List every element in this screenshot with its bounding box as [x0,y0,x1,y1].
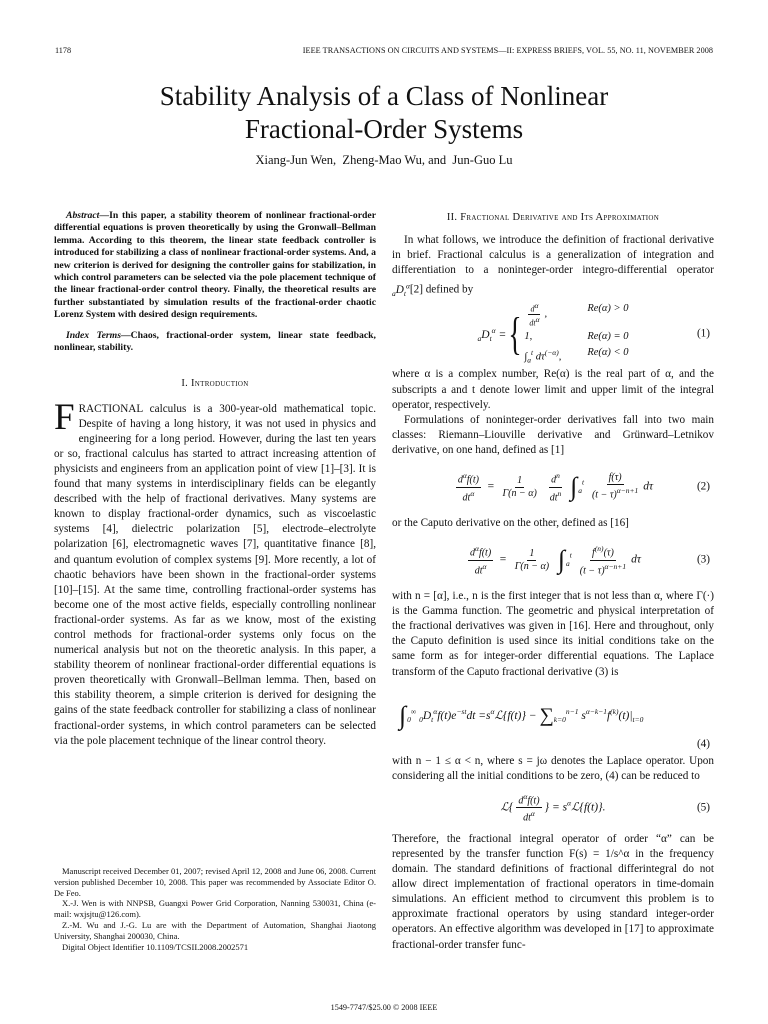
page-number: 1178 [55,46,72,55]
eq1-case-1: Re(α) > 0 [587,303,629,315]
intro-paragraph [54,396,376,749]
eq3-number: (3) [696,553,710,566]
footnote-author1: X.-J. Wen is with NNPSB, Guangxi Power Grid Corporation, Nanning 530031, China (e-mail: wxjsjtu@126.com). [54,898,376,920]
abstract-text: —In this paper, a stability theorem of nonlinear fractional-order differential equations is proven theoretically by using the Gronwall–Bellman lemma. According to this theorem, the linear state feedback controller is introduced for stabilizing a class of nonlinear fractional-order systems. And, a new criterion is derived for designing the controller gains for stabilization, in which control parameters can be selected via the pole placement technique of the linear fractional-order control theory. Finally, the theoretical results are further substantiated by simulation results of the fractional-order chaotic Lorenz System with desired design requirements. [54,210,376,321]
footnote-manuscript: Manuscript received December 01, 2007; revised April 12, 2008 and June 06, 2008. Current version published December 10, 2008. This paper was recommended by Associate Editor O. De Feo. [54,866,376,898]
left-column [54,210,376,749]
running-header [55,46,713,60]
authors: Xiang-Jun Wen, Zheng-Mao Wu, and Jun-Guo Lu [255,153,513,167]
equation-1: $_aD_t^\alpha$ = { $\frac{d^\alpha}{dt^\alpha}$ , Re(α) > 0 1, Re(α) = 0 $\int_a^t$ $d\tau^{(-\alpha)}$, Re(α) < 0 (1) [392,305,714,363]
section-heading-fractional-derivative: II. Fractional Derivative and Its Approximation [446,212,660,223]
paper-title [0,80,768,146]
journal-header: IEEE TRANSACTIONS ON CIRCUITS AND SYSTEMS—II: EXPRESS BRIEFS, VOL. 55, NO. 11, NOVEMBER 2008 [302,46,713,55]
sec2-paragraph-5: with n = [α], i.e., n is the first integer that is not less than α, where Γ(·) is the Gamma function. The geometric and physical interpretation of the fractional derivatives was given in [16]. Here and throughout, only the Caputo definition is used since its initial conditions take on the same form as for integer-order differential equations. The Laplace transform of the Caputo fractional derivative (3) is [392,590,714,678]
sec2-paragraph-7: Therefore, the fractional integral operator of order “α” can be represented by the transfer function F(s) = 1/s^α in the frequency domain. The standard definitions of fractional differintegral do not allow direct implementation of fractional operators in time-domain simulations. An efficient method to circumvent this problem is to approximate fractional operators by using standard integer-order operators. An effective algorithm was developed in [17] to approximate fractional-order transfer func- [392,832,714,951]
abstract-label: Abstract [66,210,100,221]
eq4-number: (4) [696,737,710,750]
eq1-number: (1) [696,327,710,340]
eq1-case-3: Re(α) < 0 [587,346,629,358]
title-line-1: Stability Analysis of a Class of Nonlinear [159,81,609,111]
equation-4: $\int_0^\infty$ $_0D_t^\alpha f(t)e^{-st}dt$ $=s^\alpha ℒ\{f(t)\} - \sum_{k=0}^{n-1}$ $s^{\alpha-k-1}f^{(k)}(t)|_{t=0}$ (4) [392,684,714,748]
footnote-author2: Z.-M. Wu and J.-G. Lu are with the Department of Automation, Shanghai Jiaotong University, Shanghai 200030, China. [54,919,376,941]
equation-5: ℒ{ $\frac{d^\alpha f(t)}{dt^\alpha}$ } = $s^\alpha ℒ\{f(t)\}$. (5) [500,792,710,824]
equation-3: $\frac{d^\alpha f(t)}{dt^\alpha}$ = $\frac{1}{\Gamma(n - \alpha)}$ $\int_a^t$ $\frac{f^{(n)}(\tau)}{(t - \tau)^{\alpha-n+1}}$ dτ (3) [470,544,710,576]
copyright-footer: 1549-7747/$25.00 © 2008 IEEE [330,1003,438,1012]
eq5-number: (5) [696,801,710,814]
sec2-paragraph-4: or the Caputo derivative on the other, defined as [16] [392,517,629,529]
footnote-doi: Digital Object Identifier 10.1109/TCSII.2008.2002571 [62,941,249,952]
section-heading-introduction: I. Introduction [181,378,249,390]
intro-text: RACTIONAL calculus is a 300-year-old mathematical topic. Despite of having a long history, it was not used in physics and engineering for a long period. However, during the last ten years or so, fractional calculus has started to attract increasing attention of physicists and engineers from an application point of view [1]–[3]. It is found that many systems in interdisciplinary fields can be elegantly described with the help of fractional derivatives. Many systems are known to display fractional-order dynamics, such as viscoelastic systems [4], dielectric polarization [5], electrode–electrolyte polarization [6], electromagnetic waves [7], quantitative finance [8], and quantum evolution of complex systems [9]. More recently, a lot of chaotic behaviors have been shown in the fractional-order systems [10]–[15]. At the same time, controlling fractional-order systems has become one of the most active fields, especially controlling nonlinear fractional-order systems. As far as we know, most of the existing control methods for fractional-order systems only focus on the numerical analysis but not on the theoretic analysis. In this paper, a stability theorem of nonlinear fractional-order differential equations is proven theoretically with Gronwall–Bellman lemma. Then, based on this stability theorem, a simple criterion is derived for designing the gains of the state feedback controller for stabilizing a class of nonlinear fractional-order systems, in which control parameters can be selected via the pole placement technique of the linear control theory. [54,402,376,747]
sec2-paragraph-1: In what follows, we introduce the definition of fractional derivative in brief. Fractional calculus is a generalization of integration and differentiation to a noninteger-order integro-differential operator $_aD_t^\alpha[2]$ defined by [392,234,714,299]
index-terms [54,330,376,355]
abstract [54,210,376,322]
drop-cap: F [54,396,75,438]
right-column [392,210,714,953]
sec2-paragraph-3: Formulations of noninteger-order derivatives fall into two main classes: Riemann–Liouville derivative and Grünward–Letnikov derivative, on one hand, defined as [1] [392,413,714,456]
sec2-paragraph-2: where α is a complex number, Re(α) is the real part of α, and the subscripts a and t denote lower limit and upper limit of the integral operator, respectively. [392,368,714,411]
index-terms-text: —Chaos, fractional-order system, linear state feedback, nonlinear, stability. [54,329,376,354]
equation-2: $\frac{d^\alpha f(t)}{dt^\alpha}$ = $\frac{1}{\Gamma(n - \alpha)}$ $\frac{d^n}{dt^n}$ $\int_a^t$ $\frac{f(\tau)}{(t - \tau)^{\alpha-n+1}}$ dτ (2) [457,471,710,503]
title-line-2: Fractional-Order Systems [244,114,524,144]
footnote [54,866,376,952]
sec2-paragraph-6: with n − 1 ≤ α < n, where s = jω denotes the Laplace operator. Upon considering all the initial conditions to be zero, (4) can be reduced to [392,754,714,782]
eq1-case-2: Re(α) = 0 [587,330,629,342]
eq2-number: (2) [696,480,710,493]
index-terms-label: Index Terms [66,329,121,341]
